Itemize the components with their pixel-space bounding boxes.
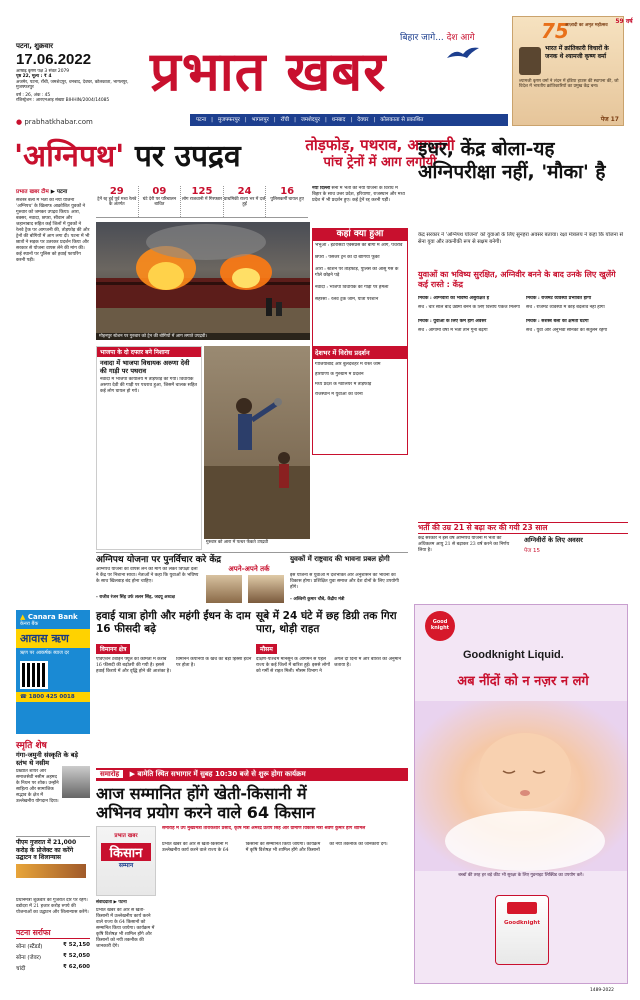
award-byline: संवाददाता ▶ पटना xyxy=(96,900,127,905)
phone-icon: ☎ xyxy=(20,694,27,700)
karha-intro xyxy=(312,186,408,226)
stat-label: घंटे देरी पर परिचालन बाधित xyxy=(142,197,177,208)
arrow-icon: ▶ xyxy=(50,189,55,195)
age-limit-headline[interactable]: भर्ती की उम्र 21 से बढ़ा कर की गयी 23 साल xyxy=(418,522,628,534)
footer-code: 1489-2022 xyxy=(590,988,614,993)
myth-fact-item: सच : आगामी वर्षों में भर्ती तीन गुना बढ़ेगी xyxy=(418,328,488,333)
baby-illustration xyxy=(415,701,628,871)
market-value: ₹ 52,050 xyxy=(63,953,90,959)
loan-title: आवास ऋण xyxy=(16,629,90,648)
tollfree-number[interactable] xyxy=(16,692,90,702)
goodknight-brand-tag: Goodknight Liquid. xyxy=(463,649,564,661)
nationalism-headline: युवकों में राष्ट्रवाद की भावना प्रबल होगी xyxy=(290,555,390,563)
bank-name xyxy=(16,610,90,621)
masthead xyxy=(0,0,640,128)
goodknight-logo[interactable] xyxy=(425,611,455,641)
bank-triangle-icon: ▲ xyxy=(20,613,26,621)
lead-headline-quoted: 'अग्निपथ' xyxy=(14,139,125,174)
masthead-logo[interactable]: प्रभात खबर xyxy=(150,40,387,103)
lead-photo[interactable] xyxy=(96,222,310,340)
bjp-office-title: भाजपा के दो दफ्तर बने निशाना xyxy=(97,347,201,357)
bird-logo-icon xyxy=(445,44,481,64)
city-day: पटना, शुक्रवार xyxy=(16,42,54,50)
slogan xyxy=(400,30,475,43)
edition-sep: | xyxy=(350,117,353,123)
edition-sep: | xyxy=(244,117,247,123)
edition-bar xyxy=(190,114,508,126)
agniveer-opportunities-title: अग्निवीरों के लिए अवसर xyxy=(524,536,583,544)
edition-ranchi: राँची xyxy=(280,117,290,123)
stat-number: 29 xyxy=(109,186,124,197)
pm-body: प्रधानमंत्री शुक्रवार को गुजरात दौरे पर रहेंगे। वडोदरा में 21 हजार करोड़ रुपये की योजनाओं का उद्घाटन और शिलान्यास करेंगे। xyxy=(16,898,89,915)
edition-sep: | xyxy=(211,117,213,123)
kisan-logo-sub: सम्मान xyxy=(118,862,134,869)
website-text: prabhatkhabar.com xyxy=(24,118,93,126)
market-item: सोना (जेवर) xyxy=(16,955,42,961)
karha-item: भभुआ : इंटरसिटी एक्सप्रेस की बोगी में आग, पथराव xyxy=(315,243,403,248)
pm-headline: पीएम गुजरात में 21,000 करोड़ के प्रोजेक्ट का करेंगे उद्घाटन व शिलान्यास xyxy=(16,839,77,861)
edition-sep: | xyxy=(324,117,327,123)
lead-stats xyxy=(96,186,308,218)
smriti-shesh[interactable] xyxy=(16,738,90,832)
karha-dateline: नयी दिल्ली xyxy=(312,186,331,191)
arguments-title: अपने-अपने तर्क xyxy=(228,565,270,573)
karha-item: आरा : स्टेशन पर तोड़फोड़, पुलिस को आंसू गैस के गोले छोड़ने पड़े xyxy=(315,267,399,278)
review-body: अग्निपथ योजना को वापस लेने की मांग को लेकर विपक्षी दलों ने केंद्र पर निशाना साधा। नेताओं ने कहा कि युवाओं के भविष्य के साथ खिलवाड़ बंद होना चाहिए। xyxy=(96,567,199,584)
kisan-logo-brand: प्रभात खबर xyxy=(114,833,138,839)
years-badge: 75 xyxy=(541,19,569,43)
qr-code-icon[interactable] xyxy=(20,661,48,689)
slogan-part-2: देश आगे xyxy=(446,33,475,43)
myth-fact-item: मिथक : रेजिमेंट व्यवस्था प्रभावित होगी xyxy=(526,296,592,301)
market-value: ₹ 52,150 xyxy=(63,942,90,948)
edition-badge: 59 वर्ष xyxy=(615,18,633,25)
myth-fact-item: सच : रेजिमेंट व्यवस्था में कोई बदलाव नहीं होगा xyxy=(526,305,605,310)
aviation-headline: हवाई यात्रा होगी और महंगी ईंधन के दाम 16 फीसदी बढ़े xyxy=(96,610,251,635)
award-body-left: प्रभात खबर की ओर से खेती-किसानी में उल्लेखनीय कार्य करने वाले राज्य के 64 किसानों को सम्मानित किया जायेगा। कार्यक्रम में कृषि विशेषज्ञ भी शामिल होंगे और किसानों को नयी तकनीक की जानकारी देंगे। xyxy=(96,908,155,949)
sleeping-baby-photo xyxy=(415,701,628,871)
edition-jamshedpur: जमशेदपुर xyxy=(300,117,320,123)
kisan-samman-logo xyxy=(96,826,156,896)
stat-item xyxy=(224,186,267,217)
amrit-mahotsav-promo[interactable] xyxy=(512,16,624,126)
right-lead-headline[interactable]: इधर, केंद्र बोला-यह अग्निपरीक्षा नहीं, 'मौका' है xyxy=(418,138,606,183)
samaroh-banner[interactable] xyxy=(96,768,408,781)
kisan-logo-word: किसान xyxy=(101,843,151,861)
stat-item xyxy=(181,186,224,217)
market-row xyxy=(16,942,90,950)
age-limit-body: केंद्र सरकार ने इस वर्ष अग्निपथ योजना में भर्ती की अधिकतम आयु 21 से बढ़ाकर 23 वर्ष करने का निर्णय लिया है। xyxy=(418,536,510,553)
train-fire-illustration xyxy=(96,222,310,340)
weather-story[interactable] xyxy=(256,610,408,762)
stone-pelting-photo[interactable] xyxy=(204,346,310,546)
right-lead-intro: केंद्र सरकार ने 'अग्निपथ योजना' को युवाओं के लिए सुनहरा अवसर बताया। रक्षा मंत्रालय ने कहा कि योजना से सेना युवा और तकनीकी रूप से सक्षम बनेगी। xyxy=(418,232,624,245)
bjp-office-story[interactable] xyxy=(96,346,202,550)
issue-date: 17.06.2022 xyxy=(16,51,92,68)
panchang-3: अजमेर, पटना, राँची, जमशेदपुर, धनबाद, देवघर, कोलकाता, भागलपुर, मुजफ्फरपुर xyxy=(16,79,129,91)
market-title: पटना सर्राफा xyxy=(16,928,90,939)
nationwide-protest-list xyxy=(312,359,408,401)
nationwide-protest-title: देशभर में विरोध प्रदर्शन xyxy=(312,346,408,359)
stat-item xyxy=(266,186,308,217)
edition-bhagalpur: भागलपुर xyxy=(251,117,269,123)
stat-item xyxy=(139,186,182,217)
edition-sep: | xyxy=(273,117,276,123)
edition-deoghar: देवघर xyxy=(357,117,369,123)
volume-number: वर्ष : 26, अंक : 45 xyxy=(16,92,51,98)
review-byline: - राजीव रंजन सिंह उर्फ ललन सिंह, जदयू अध्यक्ष xyxy=(96,595,175,600)
myth-fact-right xyxy=(526,296,628,518)
market-value: ₹ 62,600 xyxy=(63,964,90,970)
edition-dhanbad: धनबाद xyxy=(331,117,346,123)
nationalism-byline: - अश्विनी कुमार चौबे, केंद्रीय मंत्री xyxy=(290,597,345,602)
stat-number: 125 xyxy=(191,186,213,197)
goodknight-footer: बच्चों की तरह हर बड़े कीट भी सुरक्षा के लिए गुडनाइट लिक्विड का उपयोग करें। xyxy=(458,873,584,878)
lead-headline-rest: पर उपद्रव xyxy=(134,139,241,174)
nationalism-body: इस योजना से युवाओं में देशभक्ति और अनुशासन की भावना का विकास होगा। प्रशिक्षित युवा समाज और देश दोनों के लिए उपयोगी होंगे। xyxy=(290,573,399,590)
myth-fact-item: मिथक : सशस्त्र बलों की क्षमता घटेगी xyxy=(526,319,589,324)
loan-sub: ऋण पर आकर्षक ब्याज दर xyxy=(20,650,70,656)
myth-fact-item: सच : चार साल बाद उद्यमी बनने के लिए वित्तीय पैकेज मिलेगा xyxy=(418,305,520,310)
bank-name-text: Canara Bank xyxy=(27,613,78,621)
bjp-office-body: नवादा में भाजपा कार्यालय में तोड़फोड़ की गयी। विधायक अरुणा देवी की गाड़ी पर पथराव हुआ, जिसमें चालक सहित कई लोग घायल हो गये। xyxy=(100,377,198,394)
promo-body: श्यामजी कृष्ण वर्मा ने लंदन में इंडिया हाउस की स्थापना की, जो विदेश में भारतीय क्रांतिकारियों का प्रमुख केंद्र बना। xyxy=(519,79,619,90)
weather-body: दक्षिण-पश्चिम मानसून के आगमन से पहले राज्य के कई जिलों में बारिश हुई। इससे लोगों को गर्मी से राहत मिली। मौसम विभाग ने अगले दो दिनों में और बारिश का अनुमान जताया है। xyxy=(256,657,402,674)
stat-label: ट्रेनें रद्द हुईं पूर्व मध्य रेलवे के अंतर्गत xyxy=(97,197,137,208)
stat-label: पुलिसकर्मी घायल हुए xyxy=(270,197,304,202)
lead-body: सशस्त्र बलों में भर्ती की नयी योजना 'अग्निपथ' के खिलाफ आक्रोशित युवकों ने गुरुवार को जमकर उपद्रव किया। आरा, बक्सर, नवादा, छपरा, सीवान और जहानाबाद सहित कई जिलों में युवकों ने रेलवे ट्रैक पर आगजनी की, तोड़फोड़ की और ट्रेनों की बोगियों में आग लगा दी। पटना में भी छात्रों ने सड़क पर उतरकर प्रदर्शन किया और सरकार से योजना वापस लेने की मांग की। कई स्थानों पर पुलिस को हवाई फायरिंग करनी पड़ी। xyxy=(16,198,90,263)
byline-dateline: पटना xyxy=(56,189,68,195)
website-link[interactable] xyxy=(16,118,93,126)
bank-tag: केनरा बैंक xyxy=(20,621,39,627)
lead-headline[interactable] xyxy=(14,138,241,176)
stat-item xyxy=(96,186,139,217)
byline-team: प्रभात खबर टीम xyxy=(16,189,49,195)
award-headline-line-1: आज सम्मानित होंगे खेती-किसानी में xyxy=(96,784,307,803)
myth-fact-item: मिथक : अग्निवीरों का भविष्य असुरक्षित है xyxy=(418,296,490,301)
edition-muzaffarpur: मुजफ्फरपुर xyxy=(218,117,240,123)
bjp-office-sub: नवादा में भाजपा विधायक अरुणा देवी की गाड़ी पर पथराव xyxy=(100,359,190,375)
myth-fact-left xyxy=(418,296,520,518)
protest-item: मध्य प्रदेश के ग्वालियर में तोड़फोड़ xyxy=(315,382,372,387)
tollfree-text: 1800 425 0018 xyxy=(28,694,75,700)
banner-text: बामेति स्थित सभागार में सुबह 10:30 बजे से शुरू होगा कार्यक्रम xyxy=(137,770,306,778)
goodknight-product[interactable] xyxy=(495,895,549,965)
protest-item: हरियाणा के गुरुग्राम में प्रदर्शन xyxy=(315,372,364,377)
karha-item: नवादा : भाजपा विधायक की गाड़ी पर हमला xyxy=(315,285,389,290)
goodknight-ad[interactable] xyxy=(414,604,628,984)
pm-photo xyxy=(16,864,86,878)
market-row xyxy=(16,953,90,961)
promo-page-ref[interactable]: पेज 17 xyxy=(600,116,619,123)
karha-body: सेना में भर्ती की नयी योजना के विरोध में बिहार के साथ उत्तर प्रदेश, हरियाणा, राजस्थान और मध्य प्रदेश में भी प्रदर्शन हुए। कई ट्रेनें रद्द करनी पड़ीं। xyxy=(312,186,405,203)
promo-portrait xyxy=(519,47,541,75)
protest-item: राजस्थान में युवाओं का धरना xyxy=(315,392,363,397)
leader-photo-1 xyxy=(206,575,242,603)
aviation-label: विमानन क्षेत्र xyxy=(96,644,130,654)
edition-sep: | xyxy=(294,117,296,123)
aviation-body: एविएशन टर्बाइन फ्यूल की कीमतों में करीब 16 फीसदी की बढ़ोतरी की गयी है। इससे हवाई किराये में और वृद्धि होने की आशंका है। विमानन कंपनियों के खर्च का बड़ा हिस्सा ईंधन पर होता है। xyxy=(96,657,252,674)
market-item: सोना (स्टैंडर्ड) xyxy=(16,944,43,950)
myth-fact-item: सच : युवा और अनुभवी सैनिकों का संतुलन रहेगा xyxy=(526,328,608,333)
lead-byline xyxy=(16,187,67,195)
leader-photo-2 xyxy=(248,575,284,603)
slogan-part-1: बिहार जागे... xyxy=(400,33,444,43)
stat-label: लोग राजधानी में गिरफ्तार xyxy=(181,197,223,202)
stone-pelting-caption: गुरुवार को आरा में पत्थर फेंकते उपद्रवी xyxy=(204,539,310,546)
protester-illustration xyxy=(204,346,310,546)
smriti-portrait xyxy=(62,766,90,798)
banner-label: समारोह xyxy=(96,770,123,778)
stat-number: 24 xyxy=(237,186,252,197)
subheadline-line-2: पांच ट्रेनों में आग लगायी xyxy=(323,155,437,170)
product-label: Goodknight xyxy=(504,920,540,926)
arrow-icon: ▶ xyxy=(129,770,135,778)
market-item: चांदी xyxy=(16,966,26,972)
agniveer-opportunities[interactable] xyxy=(524,536,628,554)
edition-sep: | xyxy=(373,117,376,123)
promo-tag: आज़ादी का अमृत महोत्सव xyxy=(565,23,608,28)
nationwide-protest-box[interactable] xyxy=(312,346,408,546)
award-body: प्रभात खबर की ओर से खेती-किसानी में उल्लेखनीय कार्य करने वाले राज्य के 64 किसानों को सम्मानित किया जायेगा। कार्यक्रम में कृषि विशेषज्ञ भी शामिल होंगे और किसानों को नयी तकनीक की जानकारी देंगे। xyxy=(162,842,388,853)
award-intro: समारोह में उप मुख्यमंत्री तारकिशोर प्रसाद, कृषि मंत्री अमरेंद्र प्रताप सिंह और ग्रामीण विकास मंत्री श्रवण कुमार होंगे शामिल xyxy=(162,826,366,831)
product-cap xyxy=(507,902,537,914)
panchang-2: पृष्ठ 22, मूल्य : ₹ 4 xyxy=(16,74,52,80)
stat-number: 09 xyxy=(152,186,167,197)
panchang-1: आषाढ़ कृष्ण पक्ष 3 संवत 2079 xyxy=(16,69,70,74)
farmer-award-headline[interactable] xyxy=(96,784,408,822)
registration-number: रजिस्ट्रेशन : आरएनआइ संख्या BIHHIN/2004/14085 xyxy=(16,98,110,104)
award-headline-line-2: अभिनव प्रयोग करने वाले 64 किसान xyxy=(96,803,315,822)
smriti-body: प्रख्यात शायर और समाजसेवी नसीम अहमद के निधन पर शोक। उन्होंने साहित्य और सामाजिक सद्भाव के क्षेत्र में उल्लेखनीय योगदान दिया। xyxy=(16,769,59,804)
karha-item: छपरा : पैसेंजर ट्रेन की दो बोगियां फूंकीं xyxy=(315,255,380,260)
promo-title: भारत में क्रांतिकारी विचारों के जनक थे श्यामजी कृष्ण वर्मा xyxy=(545,45,609,60)
karha-item: सहरसा : रेलवे ट्रैक जाम, यात्री परेशान xyxy=(315,297,379,302)
right-lead-subhead: युवाओं का भविष्य सुरक्षित, अग्निवीर बनने के बाद उनके लिए खुलेंगे कई रास्ते : केंद्र xyxy=(418,270,616,289)
review-headline: अग्निपथ योजना पर पुनर्विचार करे केंद्र xyxy=(96,555,222,565)
lead-photo-caption: मोहनपुर स्टेशन पर गुरुवार को ट्रेन की बोगियों में आग लगाते उपद्रवी। xyxy=(96,333,310,340)
aviation-story[interactable] xyxy=(96,610,252,762)
stat-number: 16 xyxy=(280,186,295,197)
agniveer-page-ref[interactable]: पेज 15 xyxy=(524,548,540,554)
edition-patna: पटना xyxy=(196,117,207,123)
globe-icon: ● xyxy=(16,118,23,126)
edition-kolkata: कोलकाता से प्रकाशित xyxy=(380,117,424,123)
goodknight-slogan: अब नींदों को न नज़र न लगे xyxy=(457,674,589,689)
myth-fact-item: मिथक : युवाओं के लिए कम होंगे अवसर xyxy=(418,319,487,324)
pm-gujarat-story[interactable] xyxy=(16,836,90,896)
market-row xyxy=(16,964,90,972)
protest-item: गाजियाबाद और बुलंदशहर में रास्ते जाम xyxy=(315,362,381,367)
smriti-title: स्मृति शेष xyxy=(16,741,47,751)
market-rates xyxy=(16,928,90,992)
subheadline-line-1: तोड़फोड़, पथराव, आगजनी xyxy=(305,136,455,154)
canara-bank-ad[interactable] xyxy=(16,610,90,734)
stat-label: प्राथमिकी राज्य भर में दर्ज हुईं xyxy=(223,197,266,208)
weather-headline: सूबे में 24 घंटे में छह डिग्री तक गिरा पारा, थोड़ी राहत xyxy=(256,610,397,635)
karha-box-title: कहां क्या हुआ xyxy=(312,228,408,241)
date-block xyxy=(16,42,136,103)
goodknight-logo-text: Good knight xyxy=(430,619,450,631)
smriti-headline: गंगा-जमुनी संस्कृति के बड़े स्तंभ थे नसीम xyxy=(16,751,78,767)
review-story[interactable] xyxy=(96,552,408,602)
weather-label: मौसम xyxy=(256,644,277,654)
